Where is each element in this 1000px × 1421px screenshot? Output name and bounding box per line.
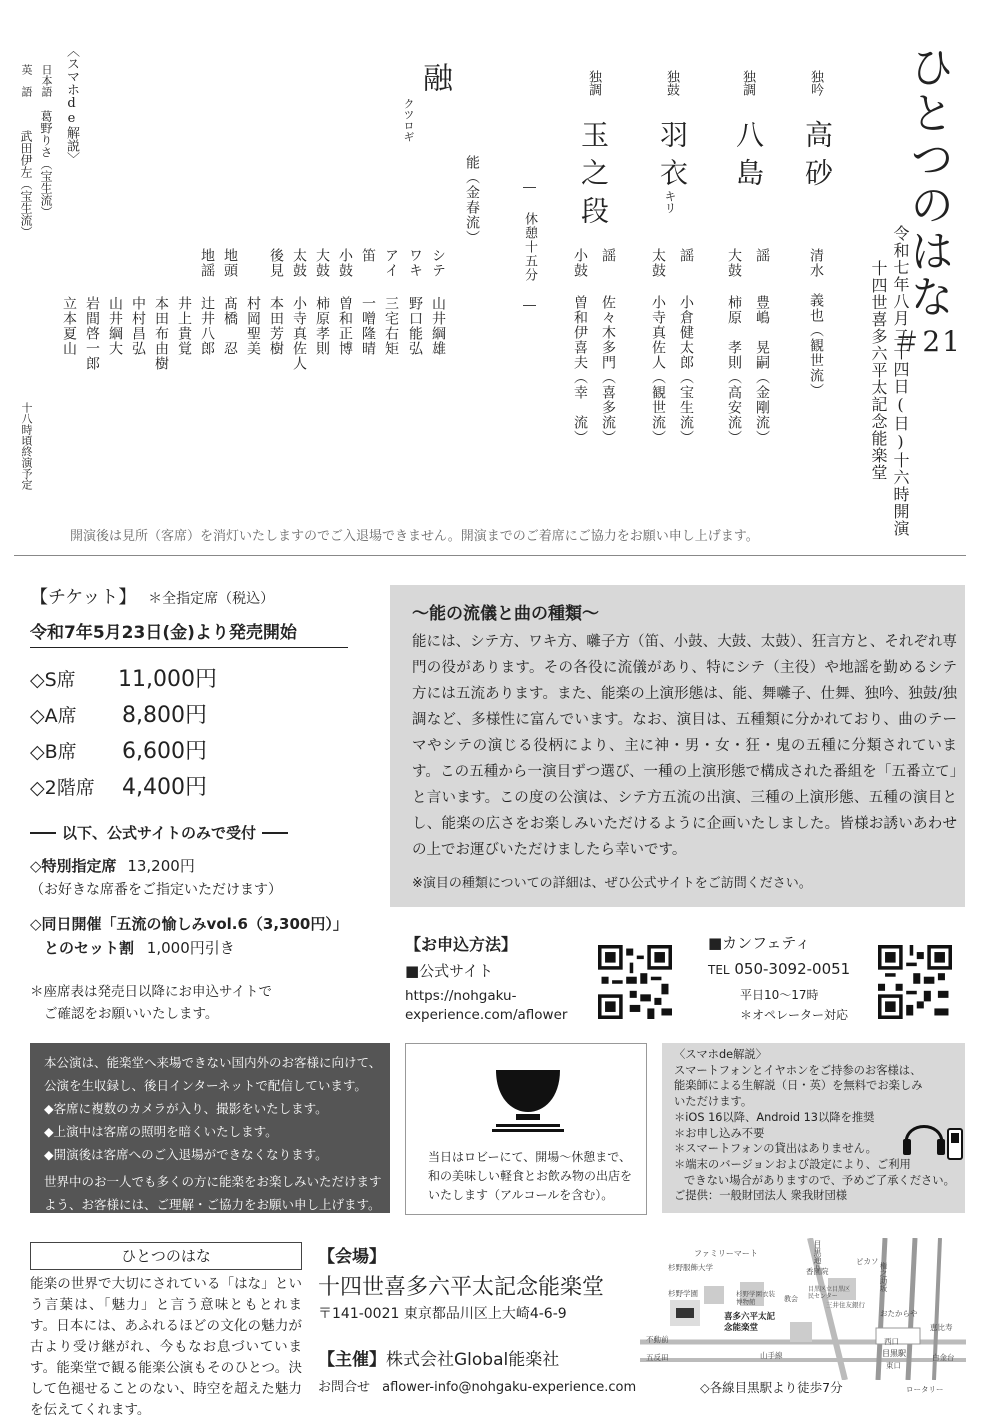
- qr-code-kanfeti[interactable]: [878, 945, 952, 1019]
- map-label-smbc: 三井住友銀行: [826, 1301, 865, 1309]
- cast-name: 山井綱大: [107, 296, 123, 356]
- about-heading: ひとつのはな: [30, 1242, 302, 1270]
- set-discount-line2: とのセット割 1,000円引き: [44, 939, 235, 957]
- divider: [14, 555, 966, 556]
- ticket-section: [30, 583, 274, 609]
- jp-commentator: 葛野りさ（宝生流）: [39, 110, 53, 218]
- performer-name: 小寺真佐人（観世流）: [650, 295, 666, 445]
- map-label-east-exit: 東口: [886, 1361, 901, 1370]
- seat-label: ◇S席: [30, 669, 76, 691]
- venue-marker: [676, 1308, 694, 1318]
- cast-name: 野口能弘: [407, 296, 423, 356]
- seat-price: 8,800円: [122, 703, 207, 728]
- official-site-link[interactable]: https://nohgaku- experience.com/aflower: [405, 988, 568, 1023]
- map-label-gonnosuke: 権之助坂: [879, 1262, 888, 1292]
- cast-name: 中村昌弘: [130, 296, 146, 356]
- contact: お問合せ aflower-info@nohgaku-experience.com: [318, 1380, 637, 1395]
- rule-left: [30, 832, 56, 834]
- special-label: ◇特別指定席: [30, 857, 117, 875]
- special-price: 13,200円: [127, 857, 195, 875]
- price-row-b: [30, 734, 207, 765]
- cast-name: 柿原孝則: [314, 296, 330, 356]
- map-label-familymart: ファミリーマート: [694, 1249, 758, 1258]
- event-date: 令和七年八月二十四日(日)十六時開演: [891, 225, 910, 537]
- cast-name: 本田布由樹: [153, 296, 169, 371]
- commentary-text: スマートフォンとイヤホンをご持参のお客様は、: [674, 1063, 922, 1077]
- performer-name: 佐々木多門（喜多流）: [600, 295, 616, 445]
- recording-closing: 世界中のお一人でも多くの方に能楽をお楽しみいただけますよう、お客様には、ご理解・ご協力をお願い申し上げます。: [44, 1174, 382, 1212]
- cast-name: 曽和正博: [337, 296, 353, 356]
- program-title: 八島: [732, 120, 765, 196]
- map-label-otakaraya: おたからや: [880, 1309, 918, 1318]
- sale-date: 令和7年5月23日(金)より発売開始: [30, 618, 348, 648]
- performer-name: 小倉健太郎（宝生流）: [678, 295, 694, 445]
- organizer: 【主催】株式会社Global能楽社: [318, 1350, 560, 1370]
- set-discount-line1: ◇同日開催「五流の愉しみvol.6（3,300円）」: [30, 915, 348, 933]
- noh-title: 融: [417, 62, 452, 92]
- performer-name: 曽和伊喜夫（幸 流）: [572, 295, 588, 445]
- cast-role: ワキ: [407, 248, 423, 278]
- performer-role: 謡: [754, 248, 770, 263]
- kanfeti-tel[interactable]: TEL 050-3092-0051: [708, 960, 851, 978]
- map-label-gotanda: 五反田: [646, 1353, 669, 1362]
- cast-role: 笛: [360, 248, 376, 263]
- access-note: ◇各線目黒駅より徒歩7分: [700, 1380, 843, 1395]
- program-title: 羽衣: [656, 120, 689, 196]
- commentary-bullet: ＊スマートフォンの貸出はありません。: [674, 1142, 877, 1156]
- cast-name: 小寺真佐人: [291, 296, 307, 371]
- performer-role: 太鼓: [650, 248, 666, 278]
- recording-intro: 本公演は、能楽堂へ来場できない国内外のお客様に向けて、公演を生収録し、後日インターネットで配信しています。: [44, 1055, 382, 1093]
- special-seat: [30, 855, 195, 876]
- cast-name: 髙橋 忍: [222, 296, 238, 356]
- lighting-notice: 開演後は見所（客席）を消灯いたしますのでご入退場できません。開演までのご着席にご協力をお願い申し上げます。: [70, 529, 759, 544]
- food-stall-box: [405, 1043, 647, 1215]
- cast-name: 辻井八郎: [199, 296, 215, 356]
- seat-label: ◇2階席: [30, 777, 95, 799]
- cast-name: 岩間啓一郎: [84, 296, 100, 371]
- contact-email-link[interactable]: aflower-info@nohgaku-experience.com: [382, 1380, 637, 1395]
- cast-role: 地頭: [222, 248, 238, 278]
- seat-price: 4,400円: [122, 775, 207, 800]
- noh-type: 能（金春流）: [464, 155, 480, 245]
- ticket-heading: 【チケット】: [30, 587, 137, 608]
- jp-label: 日本語: [40, 64, 53, 97]
- map-label-sugino-univ: 杉野服飾大学: [668, 1263, 713, 1272]
- price-row-a: [30, 698, 207, 729]
- cast-role: 地謡: [199, 248, 215, 278]
- performer-name: 柿原 孝則（高安流）: [726, 295, 742, 445]
- cast-name: 井上貴覚: [176, 296, 192, 356]
- headphones-phone-icon: [902, 1109, 964, 1163]
- venue-vertical: 十四世喜多六平太記念能楽堂: [869, 260, 888, 481]
- seat-price: 6,600円: [122, 739, 207, 764]
- price-row-s: [30, 662, 217, 693]
- noh-schools-essay: [390, 585, 965, 907]
- performer-name: 豊嶋 晃嗣（金剛流）: [754, 295, 770, 445]
- operator-note: ＊オペレーター対応: [740, 1008, 849, 1022]
- commentary-text: いただけます。: [674, 1095, 753, 1109]
- kanfeti-hours: 平日10～17時: [740, 988, 819, 1002]
- map-label-picasso: ピカソ: [856, 1257, 879, 1266]
- performer-role: 謡: [600, 248, 616, 263]
- en-commentator: 武田伊左（宝生流）: [19, 130, 33, 238]
- cast-name: 村岡聖美: [245, 296, 261, 356]
- event-title: ひとつのはな＃21: [892, 44, 962, 358]
- commentary-bullet: ＊端末のバージョンおよび設定により、ご利用: [674, 1157, 911, 1171]
- map-label-west-exit: 西口: [884, 1337, 899, 1346]
- map-label-fudomae: 不動前: [646, 1335, 669, 1344]
- commentary-title: 〈スマホde解説〉: [674, 1048, 767, 1061]
- cast-role: 大鼓: [314, 248, 330, 278]
- tax-note: ＊全指定席（税込）: [148, 591, 275, 607]
- cast-name: 立本夏山: [61, 296, 77, 356]
- online-only-heading: 以下、公式サイトのみで受付: [30, 822, 350, 843]
- map-label-sugino-gakuen: 杉野学園: [668, 1289, 698, 1298]
- set-discount-value: 1,000円引き: [146, 939, 235, 957]
- issue-number: ＃21: [892, 325, 962, 358]
- noh-reading: クツロギ: [402, 98, 415, 142]
- commentary-bullet: ＊iOS 16以降、Android 13以降を推奨: [674, 1110, 875, 1124]
- price-row-2f: [30, 770, 207, 801]
- official-site-label: ■公式サイト: [405, 962, 494, 980]
- cast-role: 後見: [268, 248, 284, 278]
- intermission: ― 休憩十五分 ―: [522, 180, 537, 314]
- seat-map-note: ＊座席表は発売日以降にお申込サイトで: [30, 984, 273, 1000]
- program-type: 独調: [586, 70, 601, 96]
- map-label-rotary: ロータリー: [906, 1385, 944, 1394]
- performer-role: 謡: [678, 248, 694, 263]
- seat-price: 11,000円: [118, 667, 217, 692]
- map-label-ebisu: 恵比寿: [930, 1323, 953, 1332]
- seat-label: ◇B席: [30, 741, 77, 763]
- map-label-yamanote: 山手線: [760, 1351, 783, 1360]
- cast-name: 一噌隆晴: [360, 296, 376, 356]
- map-label-meguro-dori: 目黒通り: [813, 1240, 822, 1272]
- map-label-shirokanedai: 白金台: [932, 1353, 955, 1362]
- qr-code-official[interactable]: [598, 945, 672, 1019]
- essay-note: ※演目の種類についての詳細は、ぜひ公式サイトをご訪問ください。: [412, 876, 812, 891]
- map-label-meguro-station: 目黒駅: [882, 1349, 906, 1358]
- special-note: （お好きな席番をご指定いただけます）: [30, 882, 282, 898]
- smartphone-commentary-box: [662, 1043, 965, 1213]
- building: [790, 1322, 812, 1342]
- building: [704, 1286, 724, 1304]
- sumaho-title-vertical: 〈スマホde解説〉: [64, 44, 79, 165]
- cast-role: シテ: [430, 248, 446, 278]
- organizer-name: 株式会社Global能楽社: [386, 1350, 560, 1370]
- end-time: 十八時頃終演予定: [20, 402, 33, 490]
- kanfeti-label: ■カンフェティ: [708, 934, 811, 952]
- cast-name: 三宅右矩: [383, 296, 399, 356]
- map-label-church: 教会: [784, 1295, 798, 1303]
- cast-name: 本田芳樹: [268, 296, 284, 356]
- map-label-museum: 杉野学園衣装博物館: [736, 1290, 775, 1306]
- map-label-kouenin: 香園院: [806, 1267, 829, 1276]
- about-body: 能楽の世界で大切にされている「はな」という言葉は、「魅力」と言う意味ともとれます。日本には、あふれるほどの文化の魅力が古より受け継がれ、今もなお息づいています。能楽堂で観る能楽公演もそのひとつ。決して色褪せることのない、時空を超えた魅力を伝えてくれます。: [30, 1276, 303, 1418]
- map-label-venue: 喜多六平太記念能楽堂: [724, 1312, 776, 1333]
- commentary-bullet: できない場合がありますので、予めご了承ください。: [684, 1173, 955, 1187]
- program-title: 高砂: [801, 120, 834, 196]
- performer-role: 小鼓: [572, 248, 588, 278]
- rule-right: [262, 832, 288, 834]
- cast-role: アイ: [383, 248, 399, 278]
- commentary-text: 能楽師による生解説（日・英）を無料でお楽しみ: [674, 1079, 923, 1093]
- recording-bullet: ◆客席に複数のカメラが入り、撮影をいたします。: [44, 1101, 328, 1116]
- apply-heading: 【お申込方法】: [405, 935, 518, 954]
- program-type: 独吟: [808, 70, 823, 96]
- food-stall-text: 当日はロビーにて、開場～休憩まで、和の美味しい軽食とお飲み物の出店をいたします（アルコールを含む）。: [428, 1150, 633, 1202]
- program-type: 独鼓: [664, 70, 679, 96]
- seat-label: ◇A席: [30, 705, 77, 727]
- en-label: 英 語: [20, 64, 33, 97]
- cast-role: 太鼓: [291, 248, 307, 278]
- program-subtitle: キリ: [663, 190, 677, 214]
- recording-bullet: ◆開演後は客席へのご入退場ができなくなります。: [44, 1147, 328, 1162]
- seat-map-note-2: ご確認をお願いいたします。: [44, 1006, 219, 1022]
- venue-heading: 【会場】: [318, 1247, 386, 1267]
- commentary-sponsor: ご提供：一般財団法人 衆我財団様: [674, 1189, 848, 1203]
- venue-name: 十四世喜多六平太記念能楽堂: [318, 1275, 605, 1300]
- program-type: 独調: [740, 70, 755, 96]
- recording-bullet: ◆上演中は客席の照明を暗くいたします。: [44, 1124, 278, 1139]
- commentary-bullet: ＊お申し込み不要: [674, 1126, 765, 1140]
- cast-role: 小鼓: [337, 248, 353, 278]
- performer-role: 大鼓: [726, 248, 742, 278]
- performer-name: 清水 義也（観世流）: [808, 248, 824, 398]
- essay-title: ～能の流儀と曲の種類～: [412, 604, 599, 624]
- cast-name: 山井綱雄: [430, 296, 446, 356]
- map-label-civic-center: 目黒区立目黒区民センター: [808, 1286, 851, 1300]
- program-title: 玉之段: [577, 120, 610, 234]
- essay-body: 能には、シテ方、ワキ方、囃子方（笛、小鼓、大鼓、太鼓）、狂言方と、それぞれ専門の役があります。その各役に流儀があり、特にシテ（主役）や地謡を勤めるシテ方には五流あります。また、能楽の上演形態は、能、舞囃子、仕舞、独吟、独鼓/独調など、多様性に富んでいます。なお、演目は、五種類に分かれており、曲のテーマやシテの演じる役柄により、主に神・男・女・狂・鬼の五種に分類されています。この五種から一演目ずつ選び、一種の上演形態で構成された番組を「五番立て」と言います。この度の公演は、シテ方五流の出演、三種の上演形態、五種の演目とし、能楽の広さをお楽しみいただけるように企画いたしました。皆様お誘いあわせの上でお運びいただけましたら幸いです。: [412, 634, 957, 858]
- recording-notice-box: [30, 1043, 390, 1213]
- venue-address: 〒141-0021 東京都品川区上大崎4-6-9: [318, 1306, 567, 1322]
- rice-bowl-icon: [492, 1058, 564, 1132]
